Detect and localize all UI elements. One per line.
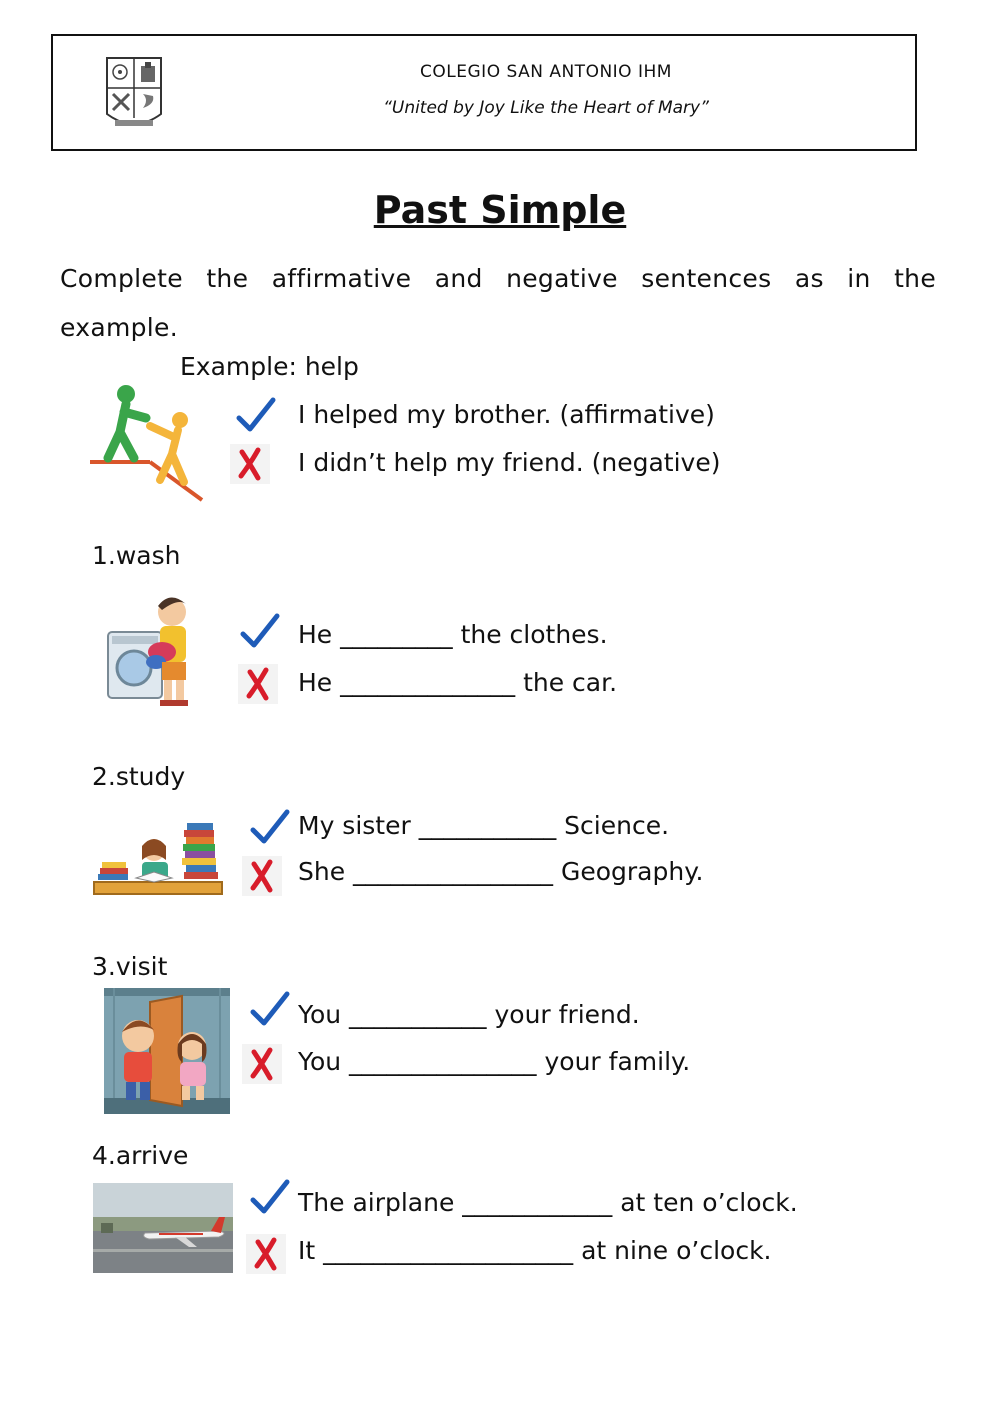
item-2-label: 2.study (92, 762, 186, 791)
check-mark-icon (240, 612, 280, 652)
school-name: COLEGIO SAN ANTONIO IHM (420, 62, 672, 82)
school-header (51, 34, 917, 151)
item-4-affirmative-sentence: The airplane ____________ at ten o’clock. (298, 1188, 798, 1217)
helping-people-illustration (88, 384, 206, 504)
item-3-affirmative-sentence: You ___________ your friend. (298, 1000, 640, 1029)
instructions: Complete the affirmative and negative sentences as in the example. (60, 264, 936, 342)
example-label: Example: help (180, 352, 359, 381)
example-affirmative-sentence: I helped my brother. (affirmative) (298, 400, 715, 429)
check-mark-icon (250, 808, 290, 848)
check-mark-icon (236, 396, 276, 436)
item-2-negative-sentence: She ________________ Geography. (298, 857, 704, 886)
item-3-label: 3.visit (92, 952, 168, 981)
boy-washing-clothes-illustration (104, 592, 202, 710)
item-1-affirmative-sentence: He _________ the clothes. (298, 620, 608, 649)
example-negative-sentence: I didn’t help my friend. (negative) (298, 448, 721, 477)
cross-mark-icon (246, 1234, 286, 1274)
cross-mark-icon (230, 444, 270, 484)
cross-mark-icon (242, 1044, 282, 1084)
item-1-label: 1.wash (92, 541, 181, 570)
cross-mark-icon (238, 664, 278, 704)
item-3-negative-sentence: You _______________ your family. (298, 1047, 691, 1076)
school-motto: “United by Joy Like the Heart of Mary” (383, 98, 709, 118)
airplane-photo (93, 1183, 233, 1273)
check-mark-icon (250, 990, 290, 1030)
item-1-negative-sentence: He ______________ the car. (298, 668, 618, 697)
girl-studying-illustration (92, 820, 224, 902)
check-mark-icon (250, 1178, 290, 1218)
item-4-negative-sentence: It ____________________ at nine o’clock. (298, 1236, 772, 1265)
kids-visiting-illustration (104, 988, 230, 1114)
page-title: Past Simple (373, 188, 627, 232)
cross-mark-icon (242, 856, 282, 896)
item-4-label: 4.arrive (92, 1141, 189, 1170)
item-2-affirmative-sentence: My sister ___________ Science. (298, 811, 670, 840)
